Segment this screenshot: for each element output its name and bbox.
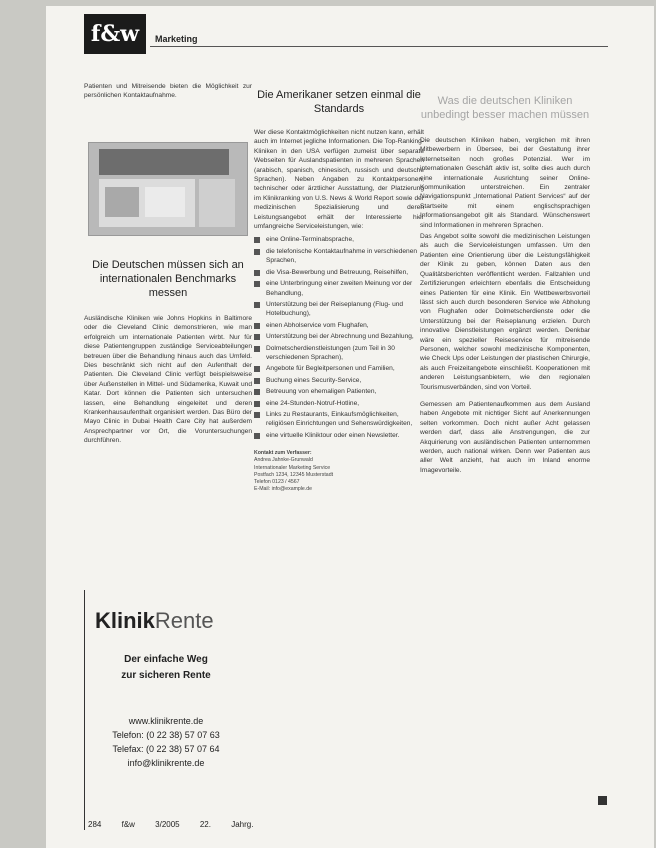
list-item: eine Unterbringung einer zweiten Meinung vor der Behandlung, bbox=[254, 279, 424, 298]
ad-phone: Telefon: (0 22 38) 57 07 63 bbox=[112, 730, 220, 740]
paragraph-standards: Wer diese Kontaktmöglichkeiten nicht nutzen kann, erhält auch im Internet jegliche Informationen. Die Top-Ranking-Kliniken in den USA verfügen zumeist über separate Webseiten für Auslandspatienten in mehreren Sprachen (arabisch, spanisch, chinesisch, russisch und deutsche Sprachen). Neben Angaben zu Kontaktpersonen, technischer oder ärztlicher Ausstattung, der Platzierung im Klinikranking von U.S. News & World Report sowie der medizinischen Spezialisierung und deren Leistungsangebot erhält der Interessierte hier umfangreiche Serviceleistungen, wie: bbox=[254, 129, 424, 231]
column-left-article bbox=[84, 258, 252, 446]
page-footer bbox=[88, 820, 253, 829]
bullet-icon bbox=[254, 323, 260, 329]
author-credits bbox=[254, 450, 424, 493]
bullet-icon bbox=[254, 412, 260, 418]
bullet-icon bbox=[254, 389, 260, 395]
ad-slogan bbox=[85, 652, 247, 684]
bullet-icon bbox=[254, 302, 260, 308]
screenshot-thumbnail bbox=[145, 187, 185, 217]
list-item: die telefonische Kontaktaufnahme in verschiedenen Sprachen, bbox=[254, 247, 424, 266]
ad-slogan-line2: zur sicheren Rente bbox=[121, 670, 211, 681]
list-item: Unterstützung bei der Abrechnung und Bezahlung, bbox=[254, 332, 424, 341]
ad-url: www.klinikrente.de bbox=[128, 716, 204, 726]
ad-brand bbox=[95, 608, 247, 634]
screenshot-sidebar bbox=[199, 179, 235, 227]
list-item: die Visa-Bewerbung und Betreuung, Reisehilfen, bbox=[254, 268, 424, 277]
ad-fax: Telefax: (0 22 38) 57 07 64 bbox=[112, 744, 220, 754]
bullet-icon bbox=[254, 366, 260, 372]
list-item: Angebote für Begleitpersonen und Familien, bbox=[254, 364, 424, 373]
column-right bbox=[420, 94, 590, 475]
list-item: Buchung eines Security-Service, bbox=[254, 376, 424, 385]
magazine-logo: f&w bbox=[84, 14, 146, 54]
headline-benchmarks: Die Deutschen müssen sich an internationalen Benchmarks messen bbox=[92, 259, 244, 299]
headline-improvements: Was die deutschen Kliniken unbedingt besser machen müssen bbox=[420, 95, 590, 121]
list-item: Links zu Restaurants, Einkaufsmöglichkeiten, religiösen Einrichtungen und Sehenswürdigkeiten, bbox=[254, 410, 424, 429]
list-item: Dolmetscherdienstleistungen (zum Teil in 30 verschiedenen Sprachen), bbox=[254, 344, 424, 363]
article-end-marker bbox=[598, 796, 607, 805]
bullet-icon bbox=[254, 346, 260, 352]
intro-paragraph: Patienten und Mitreisende bieten die Möglichkeit zur persönlichen Kontaktaufnahme. bbox=[84, 83, 252, 100]
credits-line: Andrea Jahnke-Grunwald bbox=[254, 457, 313, 464]
website-screenshot-image bbox=[88, 142, 248, 236]
screenshot-thumbnail bbox=[105, 187, 139, 217]
list-item: eine Online-Terminabsprache, bbox=[254, 235, 424, 244]
bullet-icon bbox=[254, 237, 260, 243]
credits-line: Postfach 1234, 12345 Musterstadt bbox=[254, 471, 334, 478]
ad-slogan-line1: Der einfache Weg bbox=[124, 654, 208, 665]
bullet-icon bbox=[254, 433, 260, 439]
ad-brand-part2: Rente bbox=[154, 608, 214, 633]
bullet-icon bbox=[254, 378, 260, 384]
ad-contact bbox=[85, 714, 247, 770]
credits-line: Internationaler Marketing Service bbox=[254, 464, 331, 471]
ad-email: info@klinikrente.de bbox=[127, 758, 205, 768]
bullet-icon bbox=[254, 334, 260, 340]
paragraph-improvements-2: Das Angebot sollte sowohl die medizinischen Leistungen als auch die Serviceleistungen umfassen. Um den Patienten eine Orientierung über die Leistungsfähigkeit der Klinik zu geben, können Daten aus den Qualitätsberichten veröffentlicht werden. Fallzahlen und Zertifizierungen erleichtern ebenfalls die Entscheidung eines Patienten für eine Klinik. Ein Wettbewerbsvorteil lässt sich auch durch besonderen Service wie Abholung von Flughafen oder Dolmetscherdienste oder die Unterstützung bei der Reiseplanung erzielen. Durch innovative Dienstleistungen ergänzt werden. Denkbar wäre ein spezieller Reiseservice für mitreisende Personen, welcher sowohl medizinische Komponenten, wie Check Ups oder Leistungen der plastischen Chirurgie, als auch Freizeitangebote einschließt. Kooperationen mit anderen Leistungsanbietern, wie den regionalen Tourismusverbänden, sind von Vorteil. bbox=[420, 233, 590, 391]
bullet-icon bbox=[254, 270, 260, 276]
section-title: Marketing bbox=[155, 34, 198, 44]
credits-line: E-Mail: info@example.de bbox=[254, 486, 313, 493]
page-number: 284 bbox=[88, 820, 102, 829]
list-item: einen Abholservice vom Flughafen, bbox=[254, 321, 424, 330]
headline-standards: Die Amerikaner setzen einmal die Standards bbox=[257, 89, 421, 115]
bullet-icon bbox=[254, 401, 260, 407]
service-list bbox=[254, 235, 424, 440]
paragraph-improvements-1: Die deutschen Kliniken haben, verglichen mit ihren Mitbewerbern in Übersee, bei der Gestaltung ihrer Internetseiten noch großes Potenzial. Wer im internationalen Geschäft aktiv ist, sollte dies auch durch eine internationale Ausrichtung seiner Online-Kommunikation unterstreichen. Ein zentraler Navigationspunkt „International Patient Services“ auf der Startseite mit einem englischsprachigen Informationsangebot gilt als Standard. Wünschenswert sind Informationen in mehreren Sprachen. bbox=[420, 137, 590, 229]
screenshot-banner bbox=[99, 149, 229, 175]
credits-line: Telefon 0123 / 4567 bbox=[254, 479, 300, 485]
issue-info: f&w 3/2005 22. Jahrg. bbox=[121, 820, 254, 829]
column-middle bbox=[254, 88, 424, 493]
list-item: eine 24-Stunden-Notruf-Hotline, bbox=[254, 399, 424, 408]
bullet-icon bbox=[254, 281, 260, 287]
paragraph-benchmarks: Ausländische Kliniken wie Johns Hopkins in Baltimore oder die Cleveland Clinic demonstrieren, wie man erfolgreich um internationale Patienten wirbt. Nur für diese Patientengruppen zuständige Serviceabteilungen betreuen über die Behandlung hinaus auch das Umfeld. Dies beschränkt sich nicht auf den Aufenthalt der Patienten. Die Cleveland Clinic verfügt beispielsweise über Außenstellen in Mittel- und Südamerika, Kuwait und Katar. Dort können die Patienten sich untersuchen lassen, eine Behandlung eingeleitet und deren Krankenhausaufenthalt organisiert werden. Das Büro der Mayo Clinic in Dubai Health Care City hat außerdem Ansprechpartner vor Ort, die Voruntersuchungen durchführen. bbox=[84, 315, 252, 445]
bullet-icon bbox=[254, 249, 260, 255]
ad-brand-part1: Klinik bbox=[95, 608, 155, 633]
list-item: eine virtuelle Kliniktour oder einen Newsletter. bbox=[254, 431, 424, 440]
header-rule bbox=[150, 46, 608, 47]
paragraph-improvements-3: Gemessen am Patientenaufkommen aus dem Ausland haben Angebote mit nichtiger Sicht auf Anerkennungen selten vorkommen. Doch nicht außer Acht gelassen werden darf, dass alle Anstrengungen, die zur Akquirierung von ausländischen Patienten unternommen werden, auch national wirken. Denn wer Patienten aus aller Welt anzieht, hat auch im Inland enorme Imagevorteile. bbox=[420, 400, 590, 474]
list-item: Unterstützung bei der Reiseplanung (Flug- und Hotelbuchung), bbox=[254, 300, 424, 319]
list-item: Betreuung von ehemaligen Patienten, bbox=[254, 387, 424, 396]
column-left bbox=[84, 82, 252, 101]
credits-title: Kontakt zum Verfasser: bbox=[254, 450, 312, 457]
advertisement-klinikrente bbox=[84, 590, 247, 830]
